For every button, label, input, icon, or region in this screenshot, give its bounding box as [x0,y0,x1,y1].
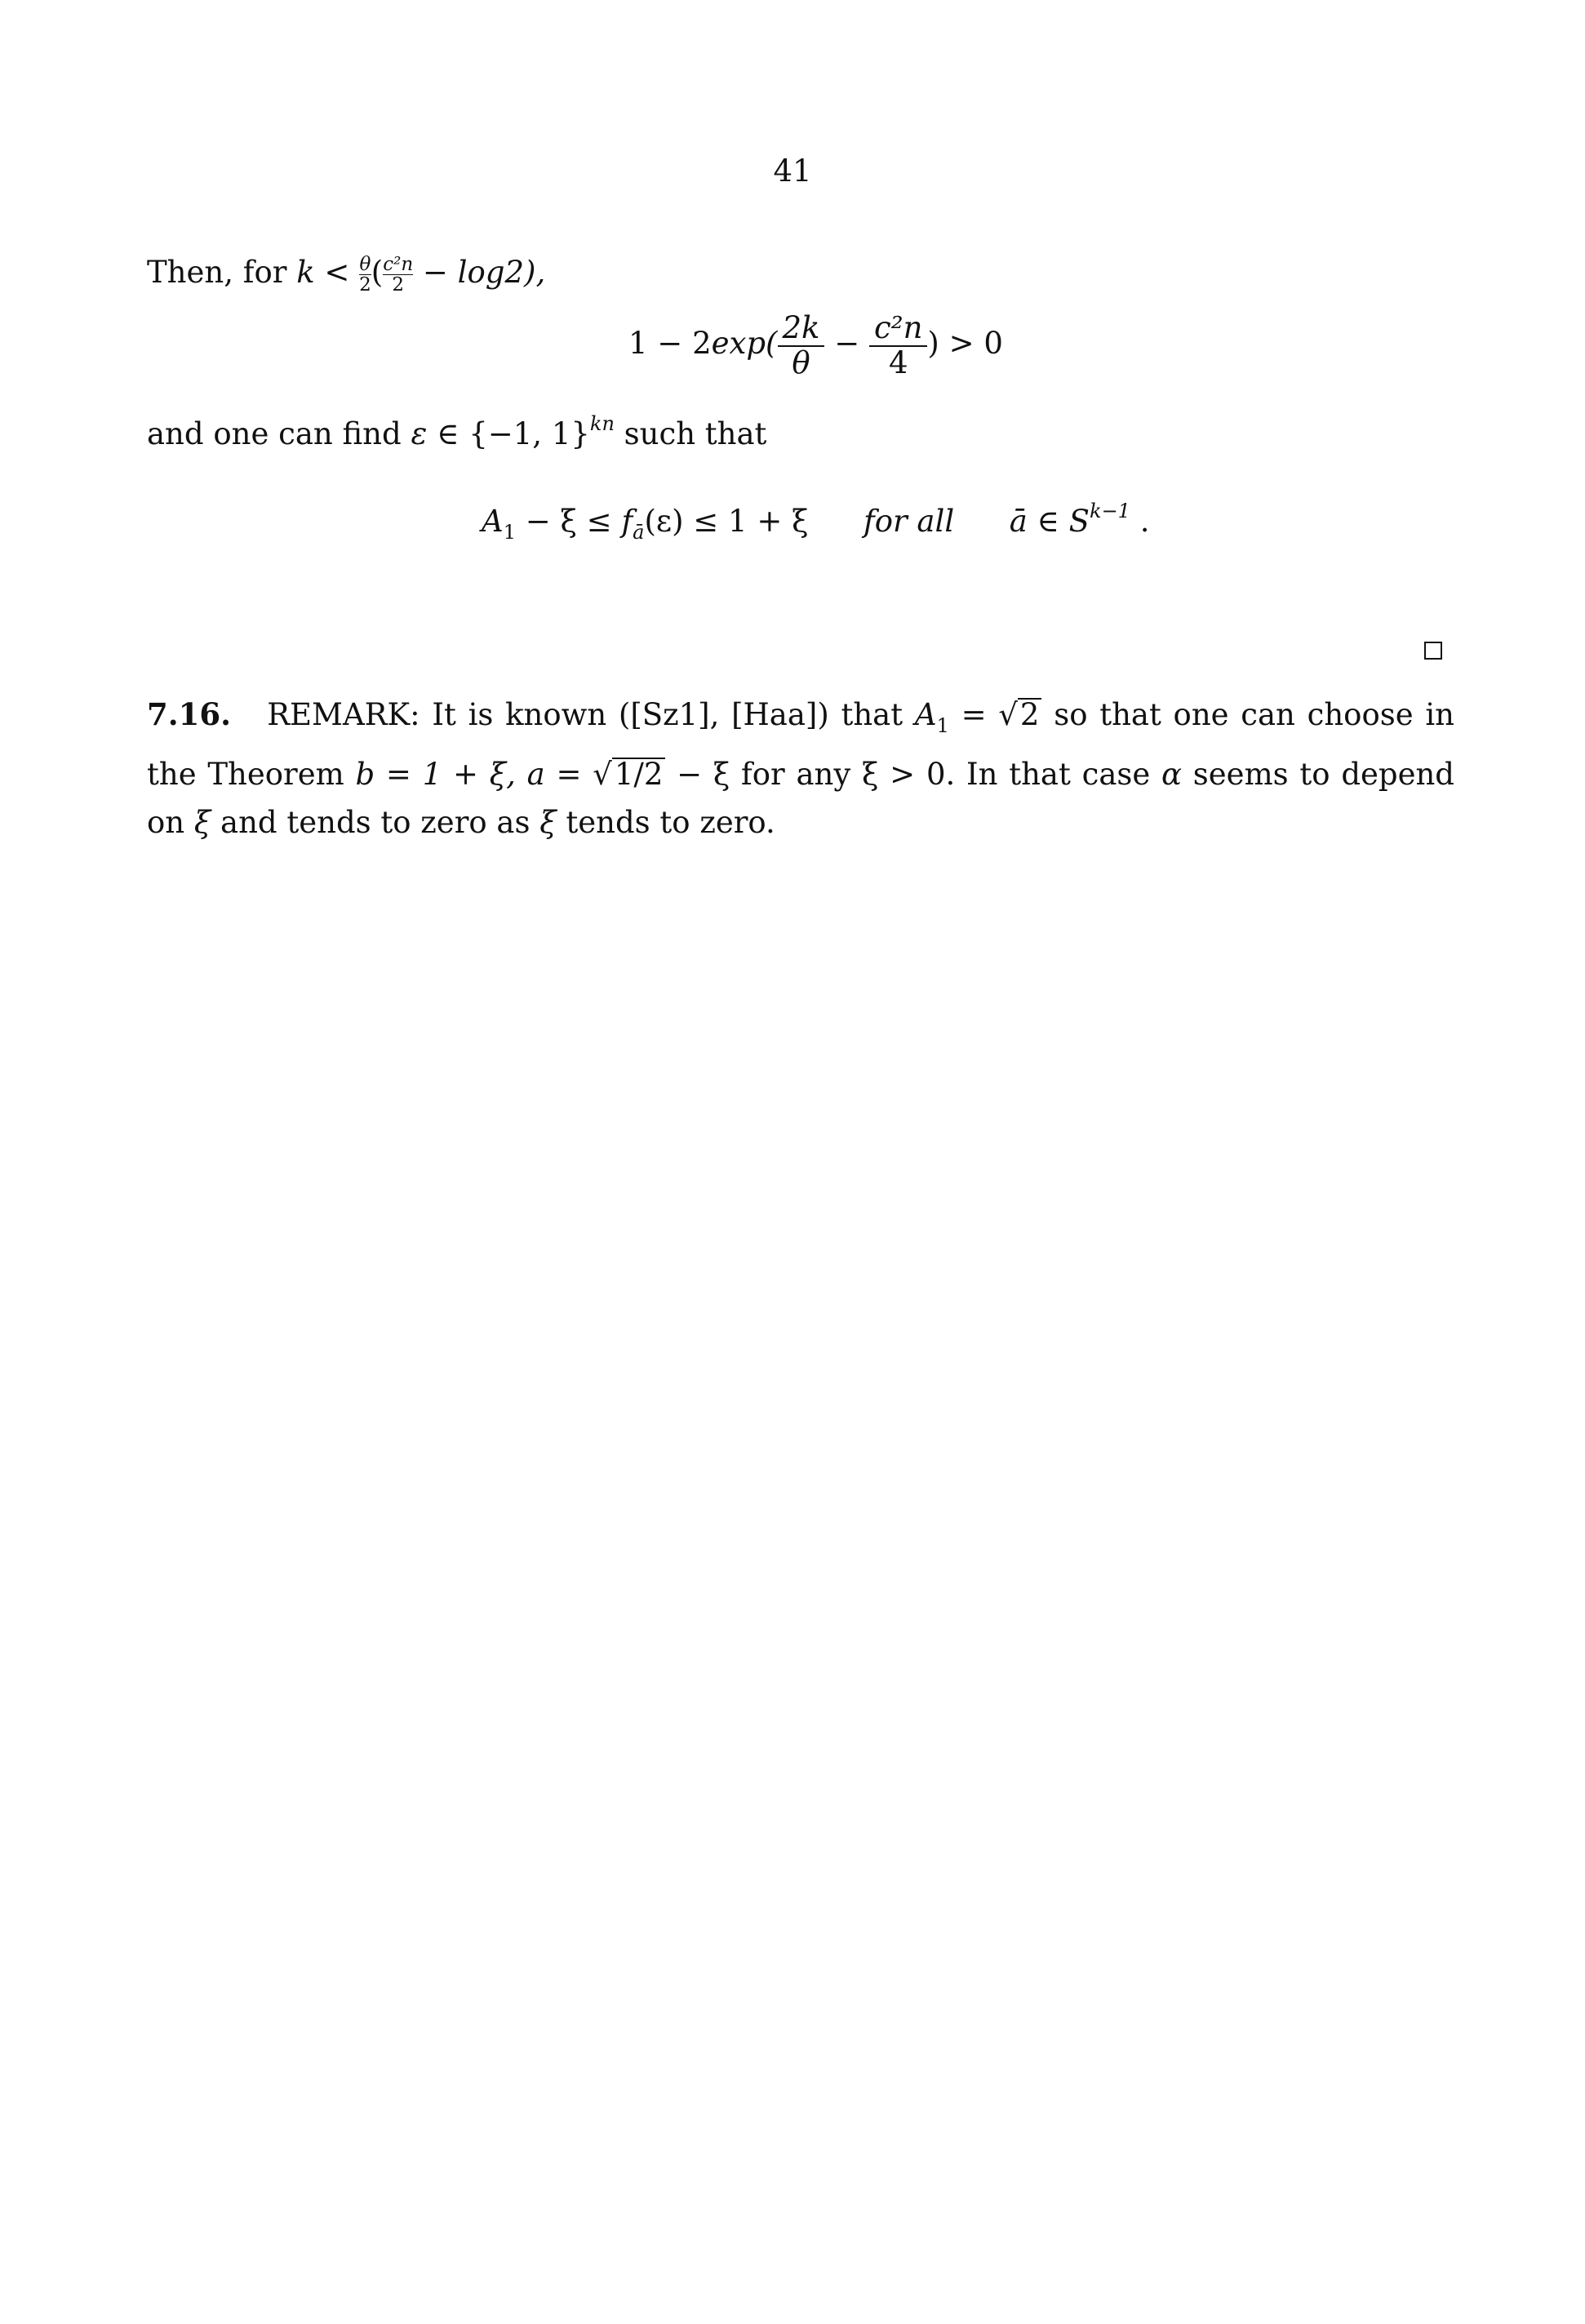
open-paren: ( [371,255,384,291]
two: 2 [359,274,371,296]
page-number: 41 [773,153,812,189]
less-than: < [324,255,350,291]
remark-t6: tends to zero. [566,805,775,840]
frac1-den: θ [792,344,810,380]
frac2-num: c²n [869,312,927,347]
epsilon: ε [411,416,428,451]
remark-t1: It is known ([Sz1], [Haa]) that [432,697,903,732]
eq1-lead: 1 − 2 [628,326,712,362]
remark-t2: so that one can choose in the Theorem [147,697,1454,792]
kn-exponent: kn [589,412,615,435]
remark-t5: and tends to zero as [220,805,531,840]
c2n: c²n [383,254,414,275]
remark-A: A [914,697,937,732]
two-den: 2 [383,274,413,295]
remark-number: 7.16. [147,696,231,732]
find-text-b: such that [624,416,767,451]
theta-over-two [359,255,371,295]
S-sup: k−1 [1090,500,1130,522]
c2n-over-two [383,255,413,295]
minus-log2: − log2), [422,255,546,291]
sqrt-sign: √ [998,697,1018,732]
theta: θ [359,254,371,275]
sqrt-sign-2: √ [593,757,612,792]
frac2-den: 4 [888,344,908,380]
f-sub: ā [633,521,645,544]
sqrt-arg-2: 1/2 [612,758,666,789]
remark-t3: − ξ for any ξ > 0. In that case [677,757,1151,792]
end-period: . [1139,504,1150,539]
remark-eq: = [961,697,987,732]
find-line [147,412,766,451]
for-all: for all [864,504,955,539]
remark-b-expr: b = 1 + ξ, a = [355,757,582,792]
f-arg: (ε) ≤ 1 + ξ [644,504,809,539]
remark-A-sub: 1 [936,714,949,737]
eq1-exp: exp( [711,326,778,362]
remark-xi: ξ [193,805,211,840]
find-text-a: and one can find [147,416,402,451]
A-var: A [482,504,504,539]
frac1-num: 2k [778,312,825,347]
remark-paragraph [147,691,1454,847]
sqrt-arg: 2 [1018,698,1042,730]
a-bar: ā [1009,504,1028,539]
remark-t4: seems to depend on [147,757,1454,840]
f-var: f [621,504,633,539]
eq1-frac-1 [778,312,825,380]
eq1-tail: ) > 0 [927,326,1003,362]
k-var: k [296,255,315,291]
set-expr: ∈ {−1, 1} [437,416,590,451]
A-sub: 1 [503,521,517,544]
display-equation-2 [482,500,1149,544]
remark-xi-2: ξ [539,805,557,840]
then-text: Then, for [147,255,287,291]
then-line [147,255,545,295]
qed-square-icon [1424,642,1442,660]
eq1-minus: − [834,326,860,362]
remark-title: REMARK: [267,697,420,732]
in-S: ∈ S [1037,504,1090,539]
display-equation-1 [628,310,1003,380]
eq1-frac-2 [869,312,927,380]
ineq-1: − ξ ≤ [525,504,612,539]
remark-alpha: α [1161,757,1183,792]
